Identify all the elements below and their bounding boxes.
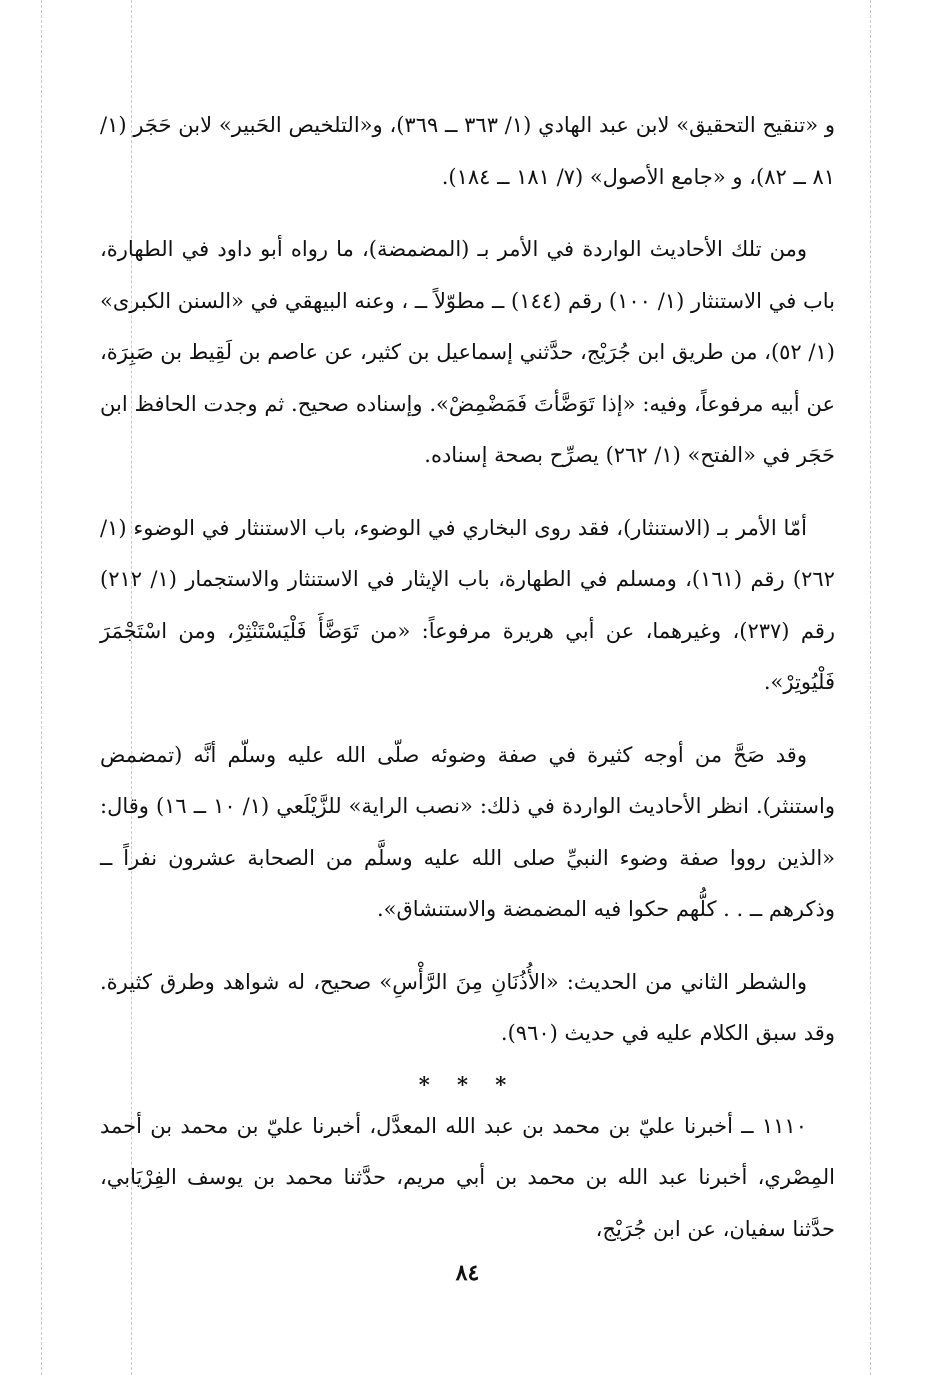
page-body bbox=[100, 100, 835, 1320]
paragraph-istinthar: أمّا الأمر بـ (الاستنثار)، فقد روى البخاري في الوضوء، باب الاستنثار في الوضوء (١/ ٢٦٢) رقم (١٦١)، ومسلم في الطهارة، باب الإيثار في الاستنثار والاستجمار (١/ ٢١٢) رقم (٢٣٧)، وغيرهما، عن أبي هريرة مرفوعاً: «من تَوَضَّأَ فَلْيَسْتَنْثِرْ، ومن اسْتَجْمَرَ فَلْيُوتِرْ». bbox=[100, 515, 835, 694]
margin-guide-right bbox=[870, 0, 871, 1375]
hadith-1110: ١١١٠ ــ أخبرنا عليّ بن محمد بن عبد الله المعدَّل، أخبرنا عليّ بن محمد بن أحمد المِصْري، أخبرنا عبد الله بن محمد بن أبي مريم، حدَّثنا محمد بن يوسف الفِرْيَابي، حدَّثنا سفيان، عن ابن جُرَيْج، bbox=[100, 1113, 835, 1241]
paragraph-madmada: ومن تلك الأحاديث الواردة في الأمر بـ (المضمضة)، ما رواه أبو داود في الطهارة، باب في الاستنثار (١/ ١٠٠) رقم (١٤٤) ــ مطوّلاً ــ ، وعنه البيهقي في «السنن الكبرى» (١/ ٥٢)، من طريق ابن جُرَيْج، حدَّثني إسماعيل بن كثير، عن عاصم بن لَقِيط بن صَبِرَة، عن أبيه مرفوعاً، وفيه: «إذا تَوَضَّأتَ فَمَضْمِضْ». وإسناده صحيح. ثم وجدت الحافظ ابن حَجَر في «الفتح» (١/ ٢٦٢) يصرِّح بصحة إسناده. bbox=[100, 237, 835, 467]
section-separator: * * * bbox=[418, 1071, 517, 1097]
margin-guide-left bbox=[41, 0, 42, 1375]
page-number: ٨٤ bbox=[455, 1260, 480, 1286]
paragraph-second-part: والشطر الثاني من الحديث: «الأُذُنَانِ مِنَ الرَّأْسِ» صحيح، له شواهد وطرق كثيرة. وقد سبق الكلام عليه في حديث (٩٦٠). bbox=[100, 969, 835, 1045]
footnote-continuation: و «تنقيح التحقيق» لابن عبد الهادي (١/ ٣٦٣ ــ ٣٦٩)، و«التلخيص الحَبير» لابن حَجَر (١/ ٨١ ــ ٨٢)، و «جامع الأصول» (٧/ ١٨١ ــ ١٨٤). bbox=[100, 113, 836, 189]
paragraph-wudu-description: وقد صَحَّ من أوجه كثيرة في صفة وضوئه صلّى الله عليه وسلّم أنَّه (تمضمض واستنثر). انظر الأحاديث الواردة في ذلك: «نصب الراية» للزَّيْلَعي (١/ ١٠ ــ ١٦) وقال: «الذين رووا صفة وضوء النبيِّ صلى الله عليه وسلَّم من الصحابة عشرون نفراً ــ وذكرهم ــ . . كلُّهم حكوا فيه المضمضة والاستنشاق». bbox=[100, 742, 835, 921]
